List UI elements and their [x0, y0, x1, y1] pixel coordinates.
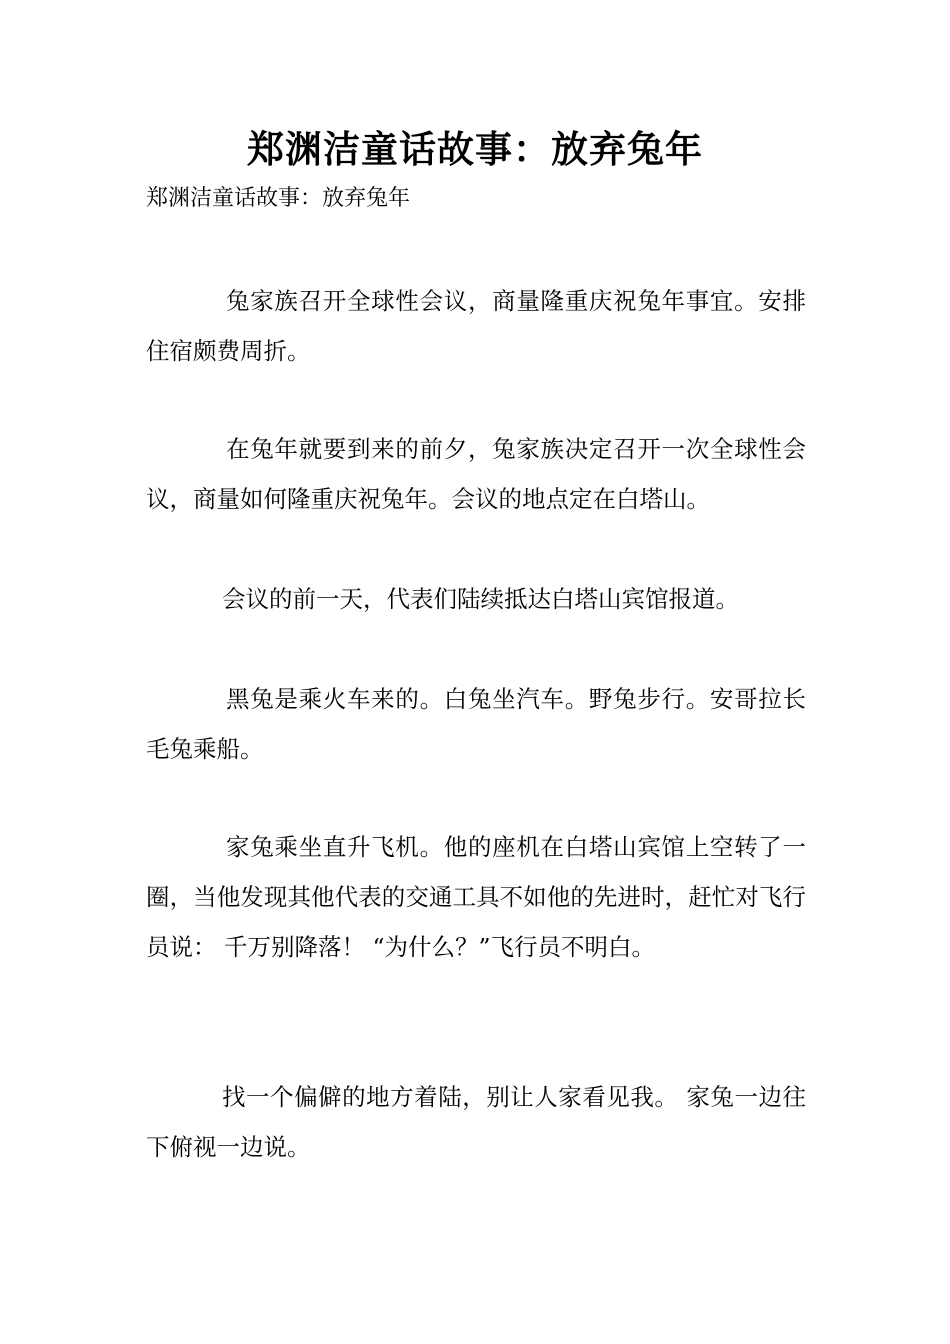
- document-title: 郑渊洁童话故事：放弃兔年: [247, 128, 703, 171]
- paragraph: 在兔年就要到来的前夕，兔家族决定召开一次全球性会议，商量如何隆重庆祝兔年。会议的地点定在白塔山。: [146, 435, 806, 513]
- document-subtitle: 郑渊洁童话故事：放弃兔年: [146, 186, 411, 211]
- paragraph: 家兔乘坐直升飞机。他的座机在白塔山宾馆上空转了一圈，当他发现其他代表的交通工具不如他的先进时，赶忙对飞行员说： 千万别降落！ “为什么？”飞行员不明白。: [146, 833, 806, 961]
- paragraph: 会议的前一天，代表们陆续抵达白塔山宾馆报道。: [222, 585, 739, 613]
- paragraph: 黑兔是乘火车来的。白兔坐汽车。野兔步行。安哥拉长毛兔乘船。: [146, 685, 806, 763]
- paragraph: 兔家族召开全球性会议，商量隆重庆祝兔年事宜。安排住宿颇费周折。: [146, 287, 806, 365]
- paragraph: 找一个偏僻的地方着陆，别让人家看见我。 家兔一边往下俯视一边说。: [146, 1083, 806, 1161]
